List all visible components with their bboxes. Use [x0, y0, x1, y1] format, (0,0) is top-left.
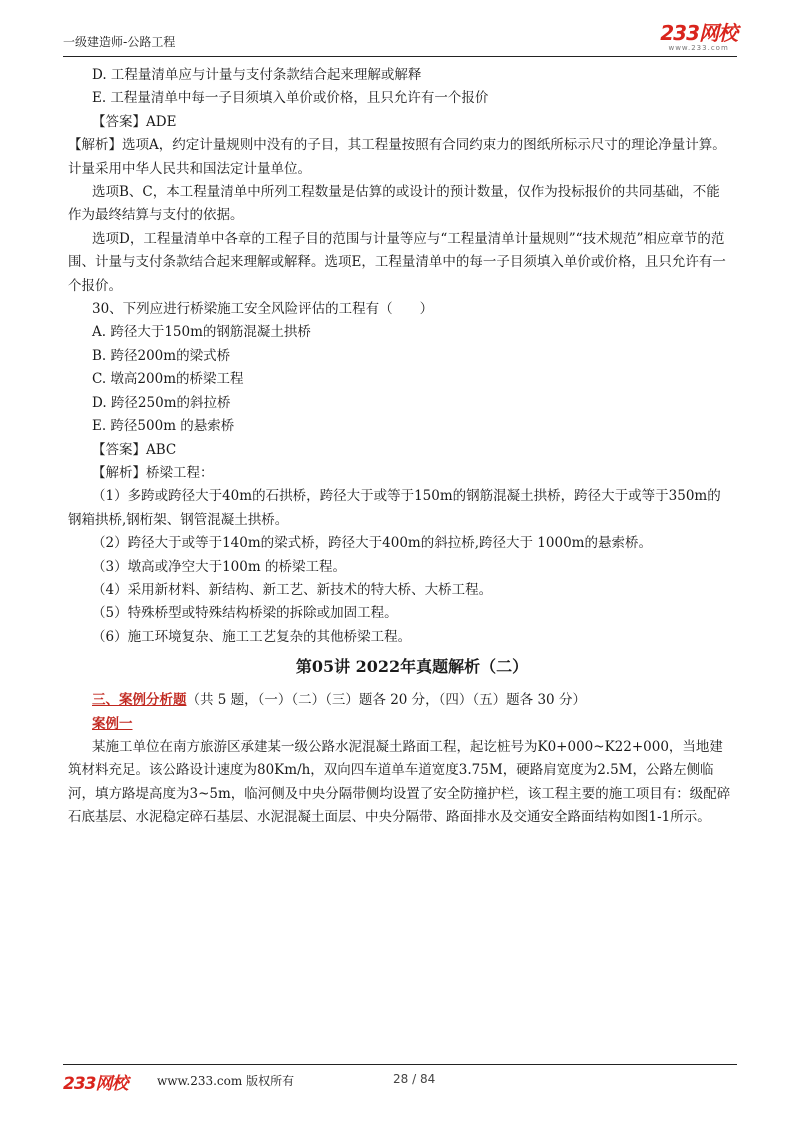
option-b: B. 跨径200m的梁式桥: [92, 347, 231, 364]
option-c: C. 墩高200m的桥梁工程: [92, 371, 244, 388]
case-heading: [92, 713, 732, 736]
analysis-paragraph-2: 选项B、C，本工程量清单中所列工程数量是估算的或设计的预计数量，仅作为投标报价的共同基础，不能作为最终结算与支付的依据。: [68, 184, 720, 224]
section-title: 三、案例分析题: [92, 692, 187, 709]
footer-copyright: www.233.com 版权所有: [157, 1074, 295, 1088]
logo-subtext: www.233.com: [668, 44, 729, 52]
answer-line-30: 【答案】ABC: [92, 441, 177, 458]
option-d-line: D. 工程量清单应与计量与支付条款结合起来理解或解释: [92, 67, 422, 83]
page-header: [63, 22, 737, 57]
chapter-title: 第05讲 2022年真题解析（二）: [295, 657, 529, 677]
answer-line: 【答案】ADE: [92, 113, 177, 130]
option-d: D. 跨径250m的斜拉桥: [92, 394, 231, 411]
section-score-note: （共 5 题，（一）（二）（三）题各 20 分，（四）（五）题各 30 分）: [186, 692, 586, 709]
option-e: E. 跨径500m 的悬索桥: [92, 418, 235, 435]
option-e-line: E. 工程量清单中每一子目须填入单价或价格，且只允许有一个报价: [92, 90, 489, 107]
page-footer: [63, 1064, 737, 1094]
analysis-item-6: （6）施工环境复杂、施工工艺复杂的其他桥梁工程。: [92, 628, 412, 645]
analysis-paragraph-1: 【解析】选项A，约定计量规则中没有的子目，其工程量按照有合同约束力的图纸所标示尺寸的理论净量计算。计量采用中华人民共和国法定计量单位。: [68, 137, 726, 177]
document-body: [68, 64, 732, 830]
analysis-item-5: （5）特殊桥型或特殊结构桥梁的拆除或加固工程。: [92, 605, 398, 622]
analysis-item-2: （2）跨径大于或等于140m的梁式桥，跨径大于400m的斜拉桥,跨径大于 1000m的悬索桥。: [92, 535, 652, 552]
page-number: 28 / 84: [393, 1072, 436, 1086]
analysis-item-4: （4）采用新材料、新结构、新工艺、新技术的特大桥、大桥工程。: [92, 581, 493, 598]
section-heading: [92, 689, 732, 712]
option-a: A. 跨径大于150m的钢筋混凝土拱桥: [92, 324, 311, 341]
question-30: 30、下列应进行桥梁施工安全风险评估的工程有（ ）: [92, 301, 434, 318]
analysis-paragraph-3: 选项D，工程量清单中各章的工程子目的范围与计量等应与“工程量清单计量规则”“技术规范”相应章节的范围、计量与支付条款结合起来理解或解释。选项E，工程量清单中的每一子目须填入单价或价格，且只允许有一个报价。: [68, 230, 726, 294]
case-description: 某施工单位在南方旅游区承建某一级公路水泥混凝土路面工程，起讫桩号为K0+000~K22+000，当地建筑材料充足。该公路设计速度为80Km/h，双向四车道单车道宽度3.75M，硬路肩宽度为2.5M，公路左侧临河，填方路堤高度为3~5m，临河侧及中央分隔带侧均设置了安全防撞护栏，该工程主要的施工项目有：级配碎石底基层、水泥稳定碎石基层、水泥混凝土面层、中央分隔带、路面排水及交通安全路面结构如图1-1所示。: [68, 738, 731, 826]
brand-logo[interactable]: [660, 22, 737, 52]
analysis-item-3: （3）墩高或净空大于100m 的桥梁工程。: [92, 558, 346, 575]
analysis-item-1: （1）多跨或跨径大于40m的石拱桥，跨径大于或等于150m的钢筋混凝土拱桥，跨径大于或等于350m的钢箱拱桥,钢桁架、钢管混凝土拱桥。: [68, 488, 721, 528]
header-title: 一级建造师-公路工程: [63, 35, 176, 49]
logo-text: 233网校: [660, 21, 737, 45]
case-title: 案例一: [92, 715, 133, 732]
analysis-heading-30: 【解析】桥梁工程：: [92, 464, 214, 481]
footer-logo[interactable]: 233网校: [63, 1074, 128, 1094]
